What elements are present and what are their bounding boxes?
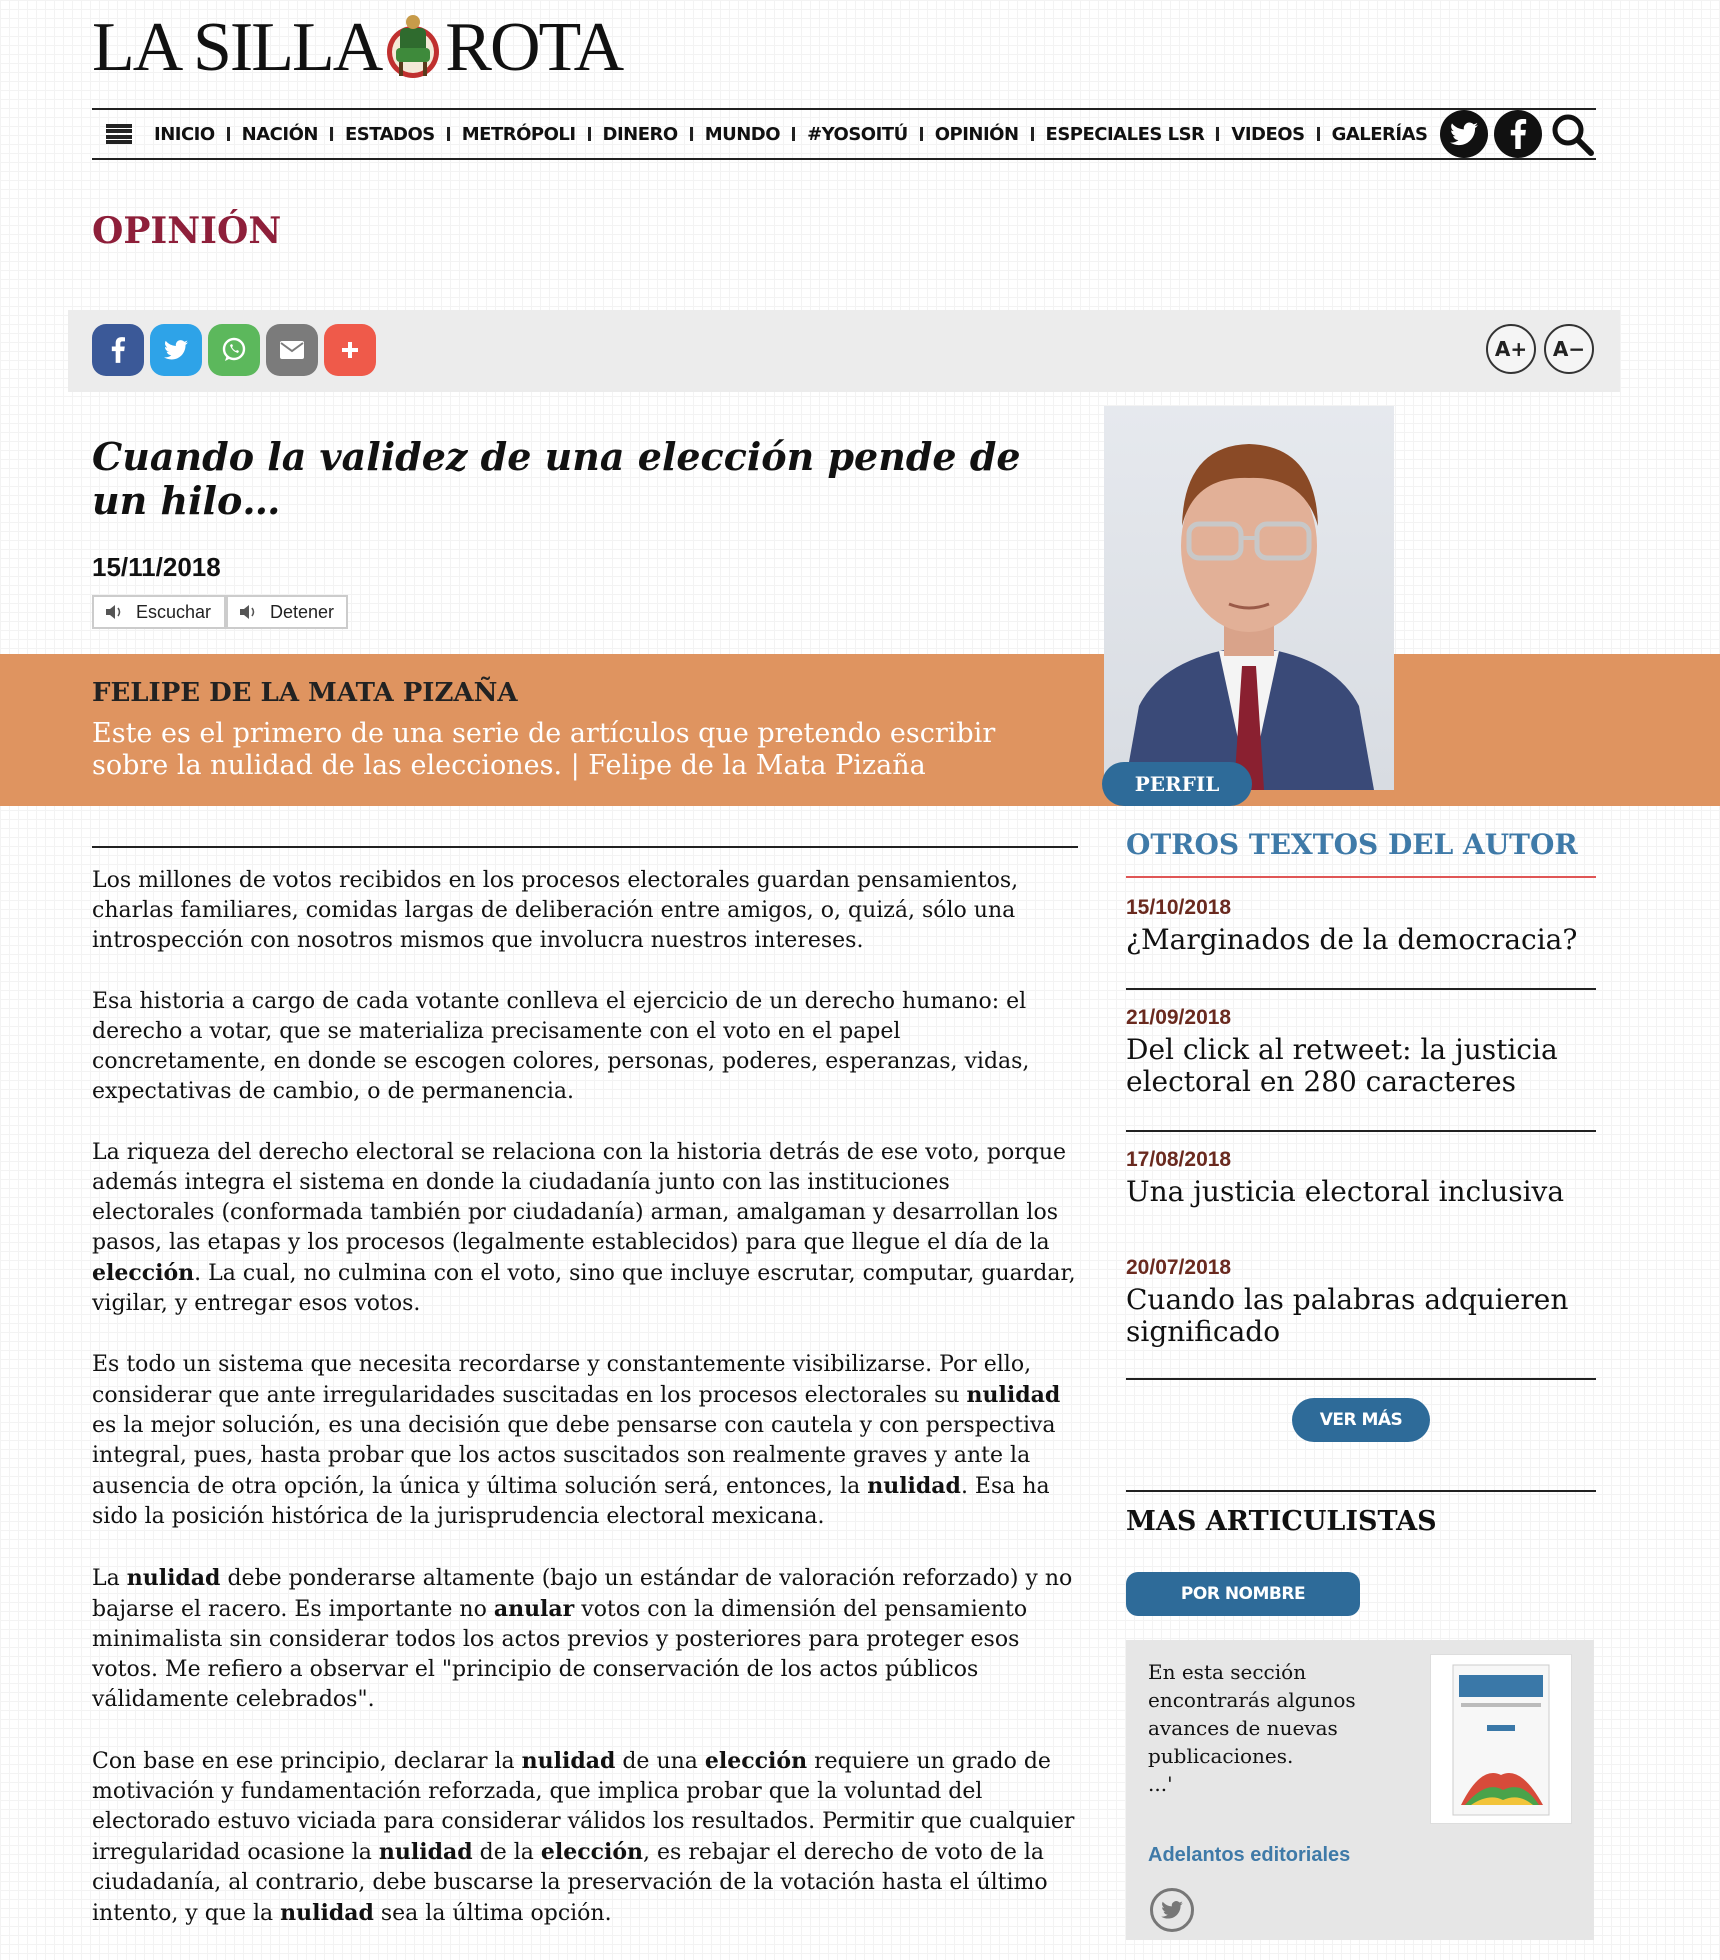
nav-separator <box>447 127 450 141</box>
body-paragraph: Los millones de votos recibidos en los procesos electorales guardan pensamientos, charlas familiares, comidas largas de deliberación entre amigos, o, quizá, sólo una introspección con nosotros mismos que involucra nuestros intereses. <box>92 868 1019 953</box>
nav-separator <box>1317 127 1320 141</box>
stop-button[interactable] <box>226 595 348 629</box>
other-text-date: 17/08/2018 <box>1126 1148 1232 1171</box>
facebook-icon <box>111 337 125 363</box>
other-texts-rule <box>1126 876 1596 878</box>
divider <box>1126 1130 1596 1132</box>
body-paragraph: La riqueza del derecho electoral se relaciona con la historia detrás de ese voto, porque además integra el sistema en donde la ciudadanía junto con las instituciones electorales (conformada también por ciudadanía) arman, amalgaman y desarrollan los pasos, las etapas y los procesos (legalmente establecidos) para que llegue el día de la elección. La cual, no culmina con el voto, sino que incluye escrutar, computar, guardar, vigilar, y entregar esos votos. <box>92 1140 1076 1316</box>
article-lead: Este es el primero de una serie de artículos que pretendo escribir sobre la nulidad de las elecciones. | Felipe de la Mata Pizaña <box>92 718 996 781</box>
bold-keyword: anular <box>493 1596 575 1622</box>
bold-keyword: nulidad <box>280 1900 374 1926</box>
nav-item-yosoitu[interactable]: #YOSOITÚ <box>807 123 908 145</box>
nav-item-estados[interactable]: ESTADOS <box>344 123 435 145</box>
promo-ellipsis: ...' <box>1148 1772 1173 1796</box>
speaker-icon <box>240 604 260 620</box>
main-nav <box>92 108 1596 160</box>
promo-text-block <box>1148 1658 1368 1798</box>
article-body <box>92 866 1078 1960</box>
nav-separator <box>920 127 923 141</box>
other-text-title[interactable]: Del click al retweet: la justicia electoral en 280 caracteres <box>1126 1033 1558 1098</box>
more-columnists-title: MAS ARTICULISTAS <box>1126 1506 1437 1537</box>
nav-separator <box>330 127 333 141</box>
article-title: Cuando la validez de una elección pende de un hilo… <box>92 434 1021 523</box>
nav-item-inicio[interactable]: INICIO <box>154 123 215 145</box>
editorial-previews-link[interactable]: Adelantos editoriales <box>1148 1844 1351 1866</box>
bold-keyword: elección <box>704 1748 808 1774</box>
other-text-item[interactable] <box>1126 1148 1596 1208</box>
other-text-item[interactable] <box>1126 1006 1596 1098</box>
body-paragraph: Es todo un sistema que necesita recordarse y constantemente visibilizarse. Por ello, considerar que ante irregularidades suscitadas en los procesos electorales su nulidad es la mejor solución, es una decisión que debe pensarse con cautela y con perspectiva integral, pues, hasta probar que los actos suscitados son realmente graves y ante la ausencia de otra opción, la única y última solución será, entonces, la nulidad. Esa ha sido la posición histórica de la jurisprudencia electoral mexicana. <box>92 1352 1061 1529</box>
nav-links <box>154 124 1428 145</box>
other-text-item[interactable] <box>1126 1256 1596 1348</box>
nav-item-galerias[interactable]: GALERÍAS <box>1331 123 1428 145</box>
bold-keyword: elección <box>92 1260 195 1286</box>
section-title[interactable]: OPINIÓN <box>92 210 282 252</box>
nav-separator <box>792 127 795 141</box>
logo-word-2: ROTA <box>445 9 623 86</box>
nav-item-mundo[interactable]: MUNDO <box>704 123 781 145</box>
other-text-date: 15/10/2018 <box>1126 896 1232 919</box>
author-name[interactable]: FELIPE DE LA MATA PIZAÑA <box>92 678 518 708</box>
by-name-button[interactable]: POR NOMBRE <box>1126 1572 1360 1616</box>
twitter-icon <box>164 340 188 360</box>
nav-item-nacion[interactable]: NACIÓN <box>241 123 318 145</box>
divider <box>1126 1378 1596 1380</box>
twitter-icon[interactable] <box>1150 1888 1194 1932</box>
other-text-title[interactable]: ¿Marginados de la democracia? <box>1126 923 1578 956</box>
site-logo[interactable] <box>92 8 622 88</box>
bold-keyword: nulidad <box>966 1382 1061 1408</box>
bold-keyword: nulidad <box>521 1748 616 1774</box>
other-text-date: 21/09/2018 <box>1126 1006 1232 1029</box>
article-date: 15/11/2018 <box>92 552 221 582</box>
nav-item-dinero[interactable]: DINERO <box>602 123 678 145</box>
plus-icon <box>342 342 358 358</box>
bold-keyword: nulidad <box>867 1473 961 1499</box>
twitter-share-button[interactable] <box>150 324 202 376</box>
profile-button[interactable]: PERFIL <box>1102 762 1252 806</box>
author-photo <box>1104 406 1394 790</box>
nav-item-videos[interactable]: VIDEOS <box>1231 123 1305 145</box>
bold-keyword: nulidad <box>126 1565 221 1591</box>
other-text-title[interactable]: Cuando las palabras adquieren significado <box>1126 1283 1569 1348</box>
ver-mas-button[interactable]: VER MÁS <box>1292 1398 1430 1442</box>
more-share-button[interactable] <box>324 324 376 376</box>
nav-separator <box>1031 127 1034 141</box>
chair-logo-icon <box>385 12 441 84</box>
other-text-item[interactable] <box>1126 896 1596 956</box>
facebook-icon[interactable] <box>1494 110 1542 158</box>
bold-keyword: nulidad <box>378 1839 473 1865</box>
email-share-button[interactable] <box>266 324 318 376</box>
nav-separator <box>690 127 693 141</box>
speaker-icon <box>106 604 126 620</box>
share-bar <box>68 310 1620 392</box>
body-paragraph: Con base en ese principio, declarar la nulidad de una elección requiere un grado de motivación y fundamentación reforzada, que implica probar que la voluntad del electorado estuvo viciada para considerar válidos los resultados. Permitir que cualquier irregularidad ocasione la nulidad de la elección, es rebajar el derecho de voto de la ciudadanía, al contrario, debe buscarse la preservación de la votación hasta el último intento, y que la nulidad sea la última opción. <box>92 1748 1075 1926</box>
promo-text: En esta sección encontrarás algunos avances de nuevas publicaciones. <box>1148 1660 1356 1768</box>
body-paragraph: La nulidad debe ponderarse altamente (bajo un estándar de valoración reforzado) y no bajarse el racero. Es importante no anular votos con la dimensión del pensamiento minimalista sin considerar todos los actos previos y posteriores para proteger esos votos. Me refiero a observar el "principio de conservación de los actos públicos válidamente celebrados". <box>92 1565 1073 1712</box>
whatsapp-share-button[interactable] <box>208 324 260 376</box>
nav-separator <box>227 127 230 141</box>
divider <box>1126 1490 1596 1492</box>
logo-word-1: LA SILLA <box>92 9 382 86</box>
font-increase-button[interactable]: A+ <box>1486 324 1536 374</box>
whatsapp-icon <box>221 337 247 363</box>
other-text-date: 20/07/2018 <box>1126 1256 1232 1279</box>
font-decrease-button[interactable]: A− <box>1544 324 1594 374</box>
hamburger-menu-icon[interactable] <box>106 124 132 144</box>
bold-keyword: elección <box>540 1839 644 1865</box>
nav-separator <box>1216 127 1219 141</box>
divider <box>1126 988 1596 990</box>
email-icon <box>280 341 304 359</box>
body-divider <box>92 846 1078 848</box>
nav-item-opinion[interactable]: OPINIÓN <box>934 123 1019 145</box>
nav-separator <box>588 127 591 141</box>
stop-label: Detener <box>269 601 334 622</box>
listen-button[interactable] <box>92 595 226 629</box>
nav-social <box>1440 110 1596 158</box>
twitter-icon[interactable] <box>1440 110 1488 158</box>
other-text-title[interactable]: Una justicia electoral inclusiva <box>1126 1175 1565 1208</box>
listen-label: Escuchar <box>136 601 212 622</box>
nav-item-metropoli[interactable]: METRÓPOLI <box>461 123 576 145</box>
other-texts-title: OTROS TEXTOS DEL AUTOR <box>1126 828 1578 861</box>
book-cover-image[interactable] <box>1430 1654 1572 1824</box>
facebook-share-button[interactable] <box>92 324 144 376</box>
body-paragraph: Esa historia a cargo de cada votante conlleva el ejercicio de un derecho humano: el derecho a votar, que se materializa precisamente con el voto en el papel concretamente, en donde se escogen colores, personas, poderes, esperanzas, vidas, expectativas de cambio, o de permanencia. <box>92 989 1030 1104</box>
nav-item-especiales[interactable]: ESPECIALES LSR <box>1045 123 1205 145</box>
search-icon[interactable] <box>1548 110 1596 158</box>
